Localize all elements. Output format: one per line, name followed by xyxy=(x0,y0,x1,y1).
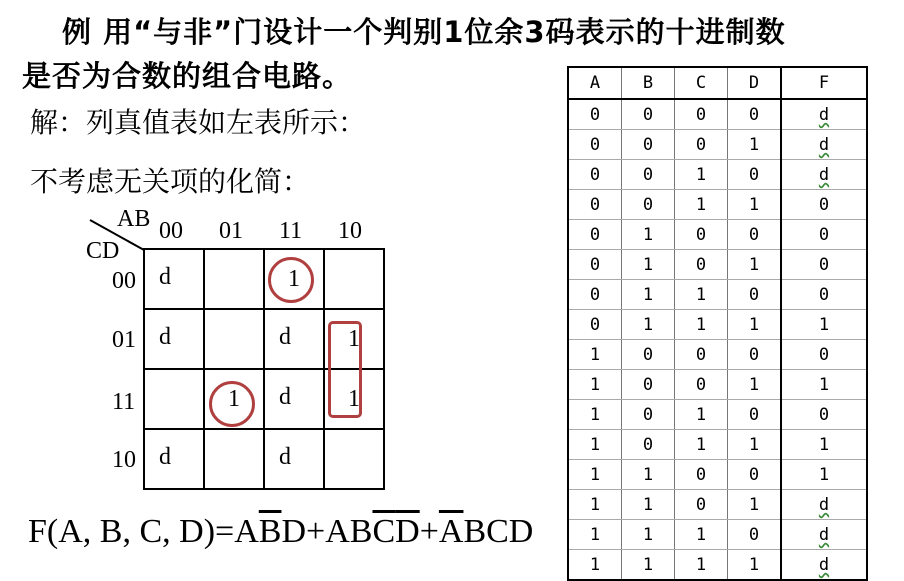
table-cell: 0 xyxy=(622,130,675,160)
table-cell: 1 xyxy=(622,520,675,550)
table-cell: 1 xyxy=(675,190,728,220)
table-cell: 0 xyxy=(781,250,867,280)
table-row xyxy=(568,190,867,220)
table-cell: 0 xyxy=(728,400,782,430)
table-cell: 0 xyxy=(675,99,728,130)
table-row xyxy=(568,550,867,581)
table-row xyxy=(568,430,867,460)
table-cell: 0 xyxy=(622,99,675,130)
table-cell: 1 xyxy=(568,370,622,400)
table-cell: 0 xyxy=(568,99,622,130)
kmap-cell xyxy=(204,429,264,489)
table-row xyxy=(568,250,867,280)
kmap-cell xyxy=(204,309,264,369)
table-cell: 0 xyxy=(568,250,622,280)
table-cell: 0 xyxy=(622,370,675,400)
kmap-cd-label: CD xyxy=(86,238,120,264)
table-cell: 1 xyxy=(728,430,782,460)
table-cell: 0 xyxy=(622,430,675,460)
dont-care-value: d xyxy=(818,554,830,575)
table-cell: 1 xyxy=(568,460,622,490)
table-cell xyxy=(781,490,867,520)
table-cell: 1 xyxy=(622,490,675,520)
table-cell: 0 xyxy=(622,190,675,220)
table-cell: 1 xyxy=(675,310,728,340)
table-cell: 1 xyxy=(622,310,675,340)
kmap-row-header: 11 xyxy=(112,389,136,415)
table-cell: 1 xyxy=(781,310,867,340)
table-cell: 1 xyxy=(622,220,675,250)
table-cell: 1 xyxy=(568,340,622,370)
table-cell: 1 xyxy=(568,550,622,581)
kmap-col-header: 10 xyxy=(338,218,362,244)
table-cell: 1 xyxy=(728,190,782,220)
table-row xyxy=(568,520,867,550)
table-cell xyxy=(781,130,867,160)
table-row xyxy=(568,220,867,250)
kmap-col-header: 11 xyxy=(279,218,303,244)
table-cell: 1 xyxy=(675,280,728,310)
table-cell: 1 xyxy=(781,370,867,400)
kmap-cell: 1 xyxy=(264,249,324,309)
table-cell: 1 xyxy=(728,130,782,160)
kmap-col-header: 01 xyxy=(219,218,243,244)
table-cell: 1 xyxy=(622,550,675,581)
table-cell: 1 xyxy=(622,280,675,310)
table-row xyxy=(568,370,867,400)
column-header: F xyxy=(781,67,867,99)
simplification-text: 不考虑无关项的化简： xyxy=(30,165,311,198)
kmap-cell: 1 xyxy=(324,309,384,369)
table-cell: 0 xyxy=(675,460,728,490)
solution-text: 解：列真值表如左表所示： xyxy=(30,106,367,139)
table-cell: 0 xyxy=(728,340,782,370)
kmap-cell: d xyxy=(264,429,324,489)
kmap-row-header: 01 xyxy=(112,327,136,353)
table-cell: 0 xyxy=(728,220,782,250)
table-cell: 0 xyxy=(781,400,867,430)
table-cell: 1 xyxy=(568,490,622,520)
kmap-ab-label: AB xyxy=(117,206,151,232)
truth-table-header-row xyxy=(568,67,867,99)
table-row xyxy=(568,130,867,160)
table-cell: 0 xyxy=(622,400,675,430)
kmap-cell: d xyxy=(144,249,204,309)
kmap-cell: d xyxy=(264,369,324,429)
table-cell: 1 xyxy=(622,460,675,490)
dont-care-value: d xyxy=(818,104,830,125)
table-cell: 1 xyxy=(675,160,728,190)
table-cell: 0 xyxy=(675,340,728,370)
table-cell: 0 xyxy=(568,220,622,250)
kmap-cell xyxy=(324,249,384,309)
table-cell: 0 xyxy=(728,280,782,310)
table-cell: 0 xyxy=(568,160,622,190)
table-cell: 1 xyxy=(781,430,867,460)
table-cell: 0 xyxy=(728,160,782,190)
problem-text-line1: 例 用“与非”门设计一个判别1位余3码表示的十进制数 xyxy=(62,15,786,49)
dont-care-value: d xyxy=(818,134,830,155)
table-cell: 0 xyxy=(728,460,782,490)
table-cell: 1 xyxy=(568,430,622,460)
table-cell: 0 xyxy=(675,130,728,160)
table-cell: 0 xyxy=(675,370,728,400)
kmap-cell xyxy=(324,429,384,489)
table-cell: 0 xyxy=(781,190,867,220)
kmap-group-circle xyxy=(209,381,255,427)
column-header: C xyxy=(675,67,728,99)
table-cell: 0 xyxy=(568,280,622,310)
table-row xyxy=(568,160,867,190)
table-cell: 1 xyxy=(728,250,782,280)
column-header: A xyxy=(568,67,622,99)
table-cell: 1 xyxy=(675,520,728,550)
table-cell xyxy=(781,550,867,581)
table-cell: 1 xyxy=(781,460,867,490)
table-cell xyxy=(781,99,867,130)
table-cell: 1 xyxy=(728,490,782,520)
table-row xyxy=(568,99,867,130)
table-cell xyxy=(781,160,867,190)
kmap-group-circle xyxy=(268,257,314,303)
table-row xyxy=(568,280,867,310)
table-cell: 1 xyxy=(675,550,728,581)
table-cell: 1 xyxy=(675,400,728,430)
dont-care-value: d xyxy=(818,494,830,515)
table-cell: 0 xyxy=(568,130,622,160)
table-row xyxy=(568,460,867,490)
table-cell: 1 xyxy=(622,250,675,280)
table-cell: 0 xyxy=(622,160,675,190)
dont-care-value: d xyxy=(818,164,830,185)
kmap-cell xyxy=(144,369,204,429)
table-cell: 0 xyxy=(781,220,867,250)
table-row xyxy=(568,400,867,430)
kmap-cell: d xyxy=(144,429,204,489)
table-cell: 1 xyxy=(728,550,782,581)
kmap-col-header: 00 xyxy=(159,218,183,244)
kmap-cell: 1 xyxy=(204,369,264,429)
table-cell: 0 xyxy=(728,99,782,130)
table-cell: 0 xyxy=(781,280,867,310)
table-row xyxy=(568,490,867,520)
table-cell: 1 xyxy=(675,430,728,460)
kmap-cell: 1 xyxy=(324,369,384,429)
problem-text-line2: 是否为合数的组合电路。 xyxy=(22,59,353,93)
table-cell: 0 xyxy=(622,340,675,370)
kmap-row-header: 10 xyxy=(112,447,136,473)
table-cell xyxy=(781,520,867,550)
table-row xyxy=(568,340,867,370)
dont-care-value: d xyxy=(818,524,830,545)
column-header: B xyxy=(622,67,675,99)
table-cell: 1 xyxy=(728,310,782,340)
kmap-cell xyxy=(204,249,264,309)
truth-table xyxy=(567,66,868,581)
kmap-cell: d xyxy=(144,309,204,369)
table-cell: 0 xyxy=(781,340,867,370)
column-header: D xyxy=(728,67,782,99)
table-cell: 0 xyxy=(675,220,728,250)
kmap-cell: d xyxy=(264,309,324,369)
table-cell: 0 xyxy=(568,310,622,340)
result-formula: F(A, B, C, $D)=A\overline{B}D+AB\overline{C}\overline{D}+\overline{A}BCD$ xyxy=(28,513,534,550)
table-cell: 1 xyxy=(568,520,622,550)
table-cell: 1 xyxy=(728,370,782,400)
table-cell: 0 xyxy=(675,250,728,280)
table-cell: 0 xyxy=(568,190,622,220)
table-cell: 1 xyxy=(568,400,622,430)
table-cell: 0 xyxy=(728,520,782,550)
table-cell: 0 xyxy=(675,490,728,520)
kmap-row-header: 00 xyxy=(112,268,136,294)
kmap-group-rectangle xyxy=(328,321,362,418)
table-row xyxy=(568,310,867,340)
